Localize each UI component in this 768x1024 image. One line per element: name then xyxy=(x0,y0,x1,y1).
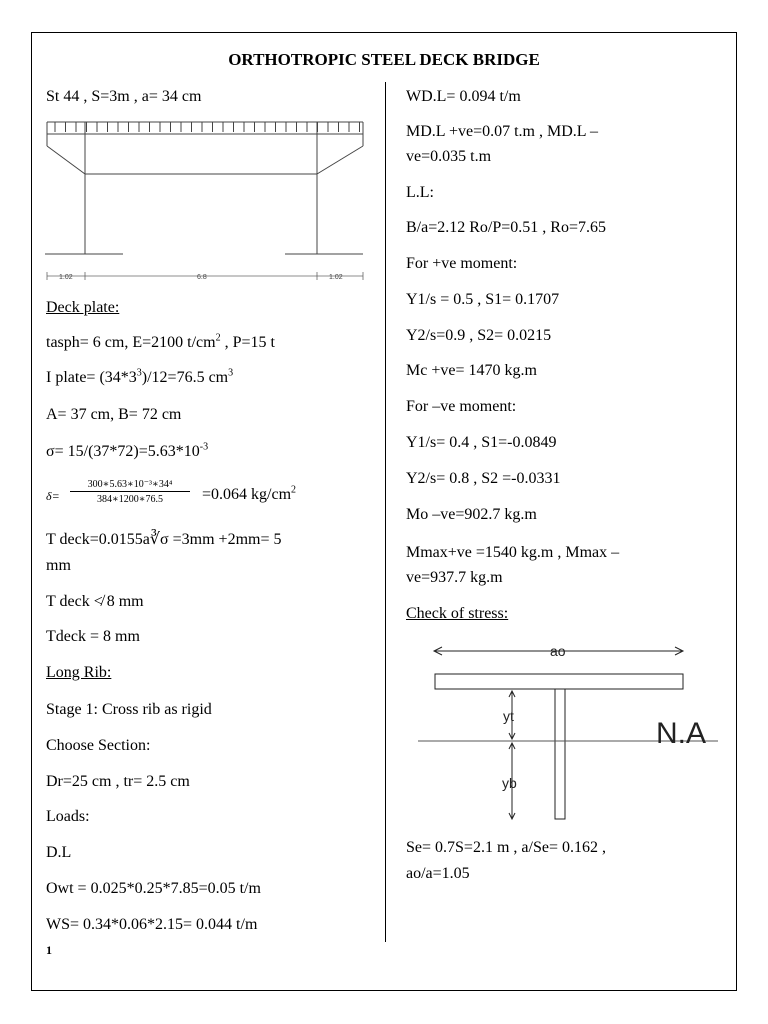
ao-label: ao xyxy=(550,643,566,659)
yb-label: yb xyxy=(502,775,517,791)
neg-moment-line: For –ve moment: xyxy=(406,398,517,415)
iplate-line: I plate= $(34*3^3)/12=76.5$ $cm^3$ xyxy=(46,367,234,386)
tasph-line: tasph= 6 cm, E=2100 $t/cm^2$ , P=15 t xyxy=(46,332,275,351)
mo-line: Mo –ve=902.7 kg.m xyxy=(406,506,537,523)
deck-plate-heading: Deck plate: xyxy=(46,299,120,316)
t-section-diagram xyxy=(400,635,730,825)
dim-right-label: 1.02 xyxy=(329,274,343,281)
mdl-line-2: ve=0.035 t.m xyxy=(406,148,492,165)
y1p-line: Y1/s = 0.5 , S1= 0.1707 xyxy=(406,291,560,308)
y2p-line: Y2/s=0.9 , S2= 0.0215 xyxy=(406,327,552,344)
page-number: 1 xyxy=(46,943,52,957)
y1n-line: Y1/s= 0.4 , S1=-0.0849 xyxy=(406,434,557,451)
dl-line: D.L xyxy=(46,844,72,861)
tdeck-formula-line-1: T deck=0.0155a∛σ =3mm +2mm= 5 xyxy=(46,531,282,548)
tdeck-formula-line-2: mm xyxy=(46,557,71,574)
loads-line: Loads: xyxy=(46,808,90,825)
check-stress-heading: Check of stress: xyxy=(406,605,509,622)
dim-left-label: 1.02 xyxy=(59,274,73,281)
steel-spec-line: St 44 , S=3m , a= 34 cm xyxy=(46,88,202,105)
yt-label: yt xyxy=(503,708,514,724)
ba-line: B/a=2.12 Ro/P=0.51 , Ro=7.65 xyxy=(406,219,606,236)
wdl-line: WD.L= 0.094 t/m xyxy=(406,88,521,105)
bridge-cross-section-diagram xyxy=(45,118,365,286)
sigma-line: $\sigma= 15/(37*72)=5.63*10^{-3}$ xyxy=(46,441,209,460)
neutral-axis-label: N.A xyxy=(656,717,707,750)
tdeck-final-line: Tdeck = 8 mm xyxy=(46,628,140,645)
stage1-line: Stage 1: Cross rib as rigid xyxy=(46,701,212,718)
se-line-2: ao/a=1.05 xyxy=(406,865,470,882)
mdl-line-1: MD.L +ve=0.07 t.m , MD.L – xyxy=(406,123,598,140)
ab-line: A= 37 cm, B= 72 cm xyxy=(46,406,182,423)
mc-line: Mc +ve= 1470 kg.m xyxy=(406,362,537,379)
tdeck-min-line: T deck ≮ 8 mm xyxy=(46,593,144,610)
choose-section-line: Choose Section: xyxy=(46,737,151,754)
dr-line: Dr=25 cm , tr= 2.5 cm xyxy=(46,773,190,790)
dim-mid-label: 6.8 xyxy=(197,274,207,281)
column-divider xyxy=(385,82,386,942)
pos-moment-line: For +ve moment: xyxy=(406,255,518,272)
mmax-line-1: Mmax+ve =1540 kg.m , Mmax – xyxy=(406,544,620,561)
se-line-1: Se= 0.7S=2.1 m , a/Se= 0.162 , xyxy=(406,839,606,856)
page-title: ORTHOTROPIC STEEL DECK BRIDGE xyxy=(228,50,540,69)
ll-line: L.L: xyxy=(406,184,434,201)
ws-line: WS= 0.34*0.06*2.15= 0.044 t/m xyxy=(46,916,258,933)
mmax-line-2: ve=937.7 kg.m xyxy=(406,569,503,586)
y2n-line: Y2/s= 0.8 , S2 =-0.0331 xyxy=(406,470,561,487)
long-rib-heading: Long Rib: xyxy=(46,664,112,681)
owt-line: Owt = 0.025*0.25*7.85=0.05 t/m xyxy=(46,880,261,897)
